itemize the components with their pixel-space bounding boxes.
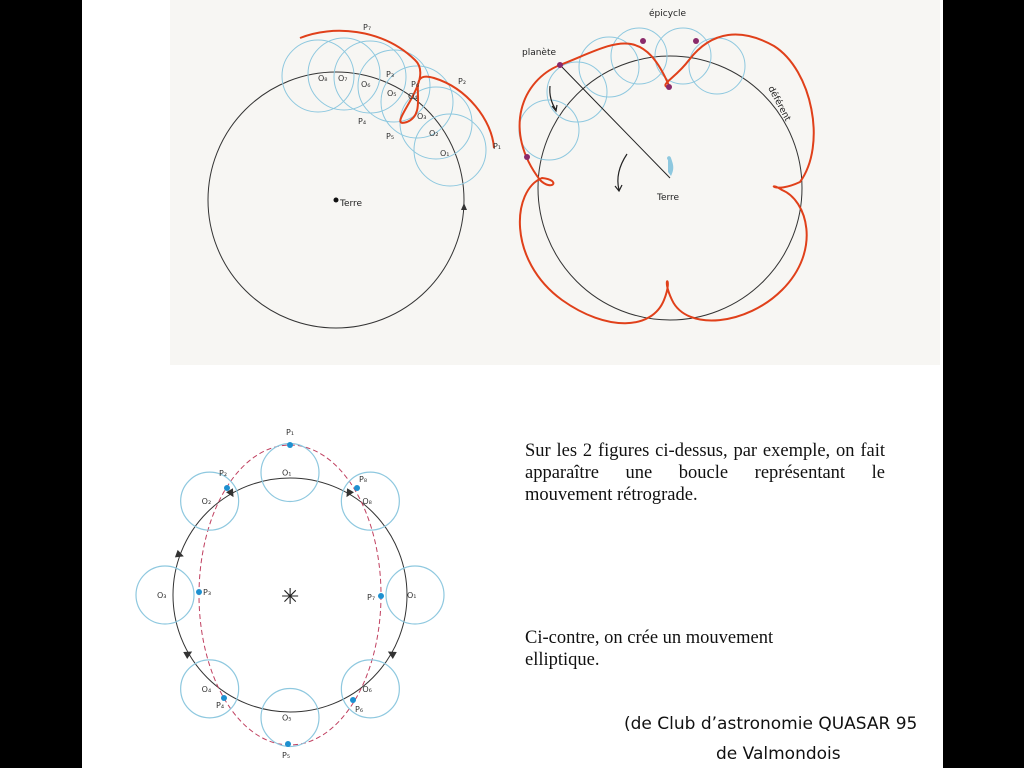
point-label-p5: P₅ — [386, 132, 395, 141]
credit-line-2: de Valmondois — [716, 744, 841, 764]
planet-marker — [524, 154, 530, 160]
point-label-p1: P₁ — [493, 142, 502, 151]
point-label-p7: P₇ — [363, 23, 372, 32]
deferent-circle-right — [538, 56, 802, 320]
planet-point — [224, 485, 230, 491]
point-label: P₂ — [219, 469, 228, 478]
motion-arrow-2 — [615, 154, 627, 191]
direction-arrow — [175, 550, 185, 560]
planet-point — [285, 741, 291, 747]
point-label: P₃ — [203, 588, 212, 597]
planet-point — [354, 485, 360, 491]
point-label: P₇ — [367, 593, 376, 602]
center-label-o5: O₅ — [387, 89, 397, 98]
point-label-p6: P₆ — [411, 80, 420, 89]
planet-marker — [693, 38, 699, 44]
point-label: P₄ — [216, 701, 225, 710]
earth-label: Terre — [340, 199, 363, 209]
center-label: O₁ — [407, 591, 417, 600]
planet-marker — [666, 84, 672, 90]
center-label: O₈ — [362, 497, 372, 507]
epicycle-label: épicycle — [649, 9, 687, 19]
planet-marker — [557, 62, 563, 68]
point-label-p4: P₄ — [358, 117, 367, 126]
point-label-p3: P₃ — [386, 70, 395, 79]
slide — [82, 0, 943, 768]
point-label: P₁ — [286, 428, 295, 437]
epicycle — [689, 38, 745, 94]
center-label: O₅ — [282, 713, 292, 723]
point-label: P₅ — [282, 751, 291, 760]
center-label-o1: O₁ — [440, 149, 450, 158]
direction-arrow — [386, 648, 397, 659]
point-label-p2: P₂ — [458, 77, 467, 86]
center-label: O₆ — [362, 684, 372, 694]
center-label: O₃ — [157, 591, 167, 600]
point-label: P₆ — [355, 705, 364, 714]
planet-label: planète — [522, 48, 557, 58]
center-label-o4: O₄ — [408, 92, 418, 101]
direction-arrow — [183, 648, 194, 659]
planet-marker — [640, 38, 646, 44]
center-label-o7: O₇ — [338, 74, 348, 83]
planet-point — [287, 442, 293, 448]
center-label: O₁ — [282, 468, 292, 478]
planet-point — [350, 697, 356, 703]
earth-figure-icon — [667, 156, 673, 176]
earth-label-right: Terre — [657, 193, 680, 203]
credit-line-1: (de Club d’astronomie QUASAR 95 — [624, 714, 918, 734]
caption-elliptic: Ci-contre, on crée un mouvement elliptique. — [525, 628, 774, 670]
direction-arrow — [343, 488, 354, 499]
epicycle — [519, 100, 579, 160]
center-label-o6: O₆ — [361, 80, 371, 89]
planet-trajectory-right — [520, 34, 814, 323]
center-label-o3: O₃ — [417, 112, 427, 121]
center-star-icon: ✳ — [281, 585, 300, 610]
epicycle — [547, 62, 607, 122]
deferent-label: déférent — [765, 84, 793, 124]
center-label: O₂ — [201, 497, 212, 507]
point-label: P₈ — [359, 475, 368, 484]
planet-point — [196, 589, 202, 595]
caption-retrograde: Sur les 2 figures ci-dessus, par exemple, on fait apparaître une boucle représentant le mouvement rétrograde. — [525, 441, 885, 505]
center-label-o8: O₈ — [318, 74, 328, 83]
center-label: O₄ — [201, 684, 212, 694]
planet-point — [378, 593, 384, 599]
figure-elliptic-motion — [82, 0, 522, 768]
center-label-o2: O₂ — [429, 129, 439, 138]
